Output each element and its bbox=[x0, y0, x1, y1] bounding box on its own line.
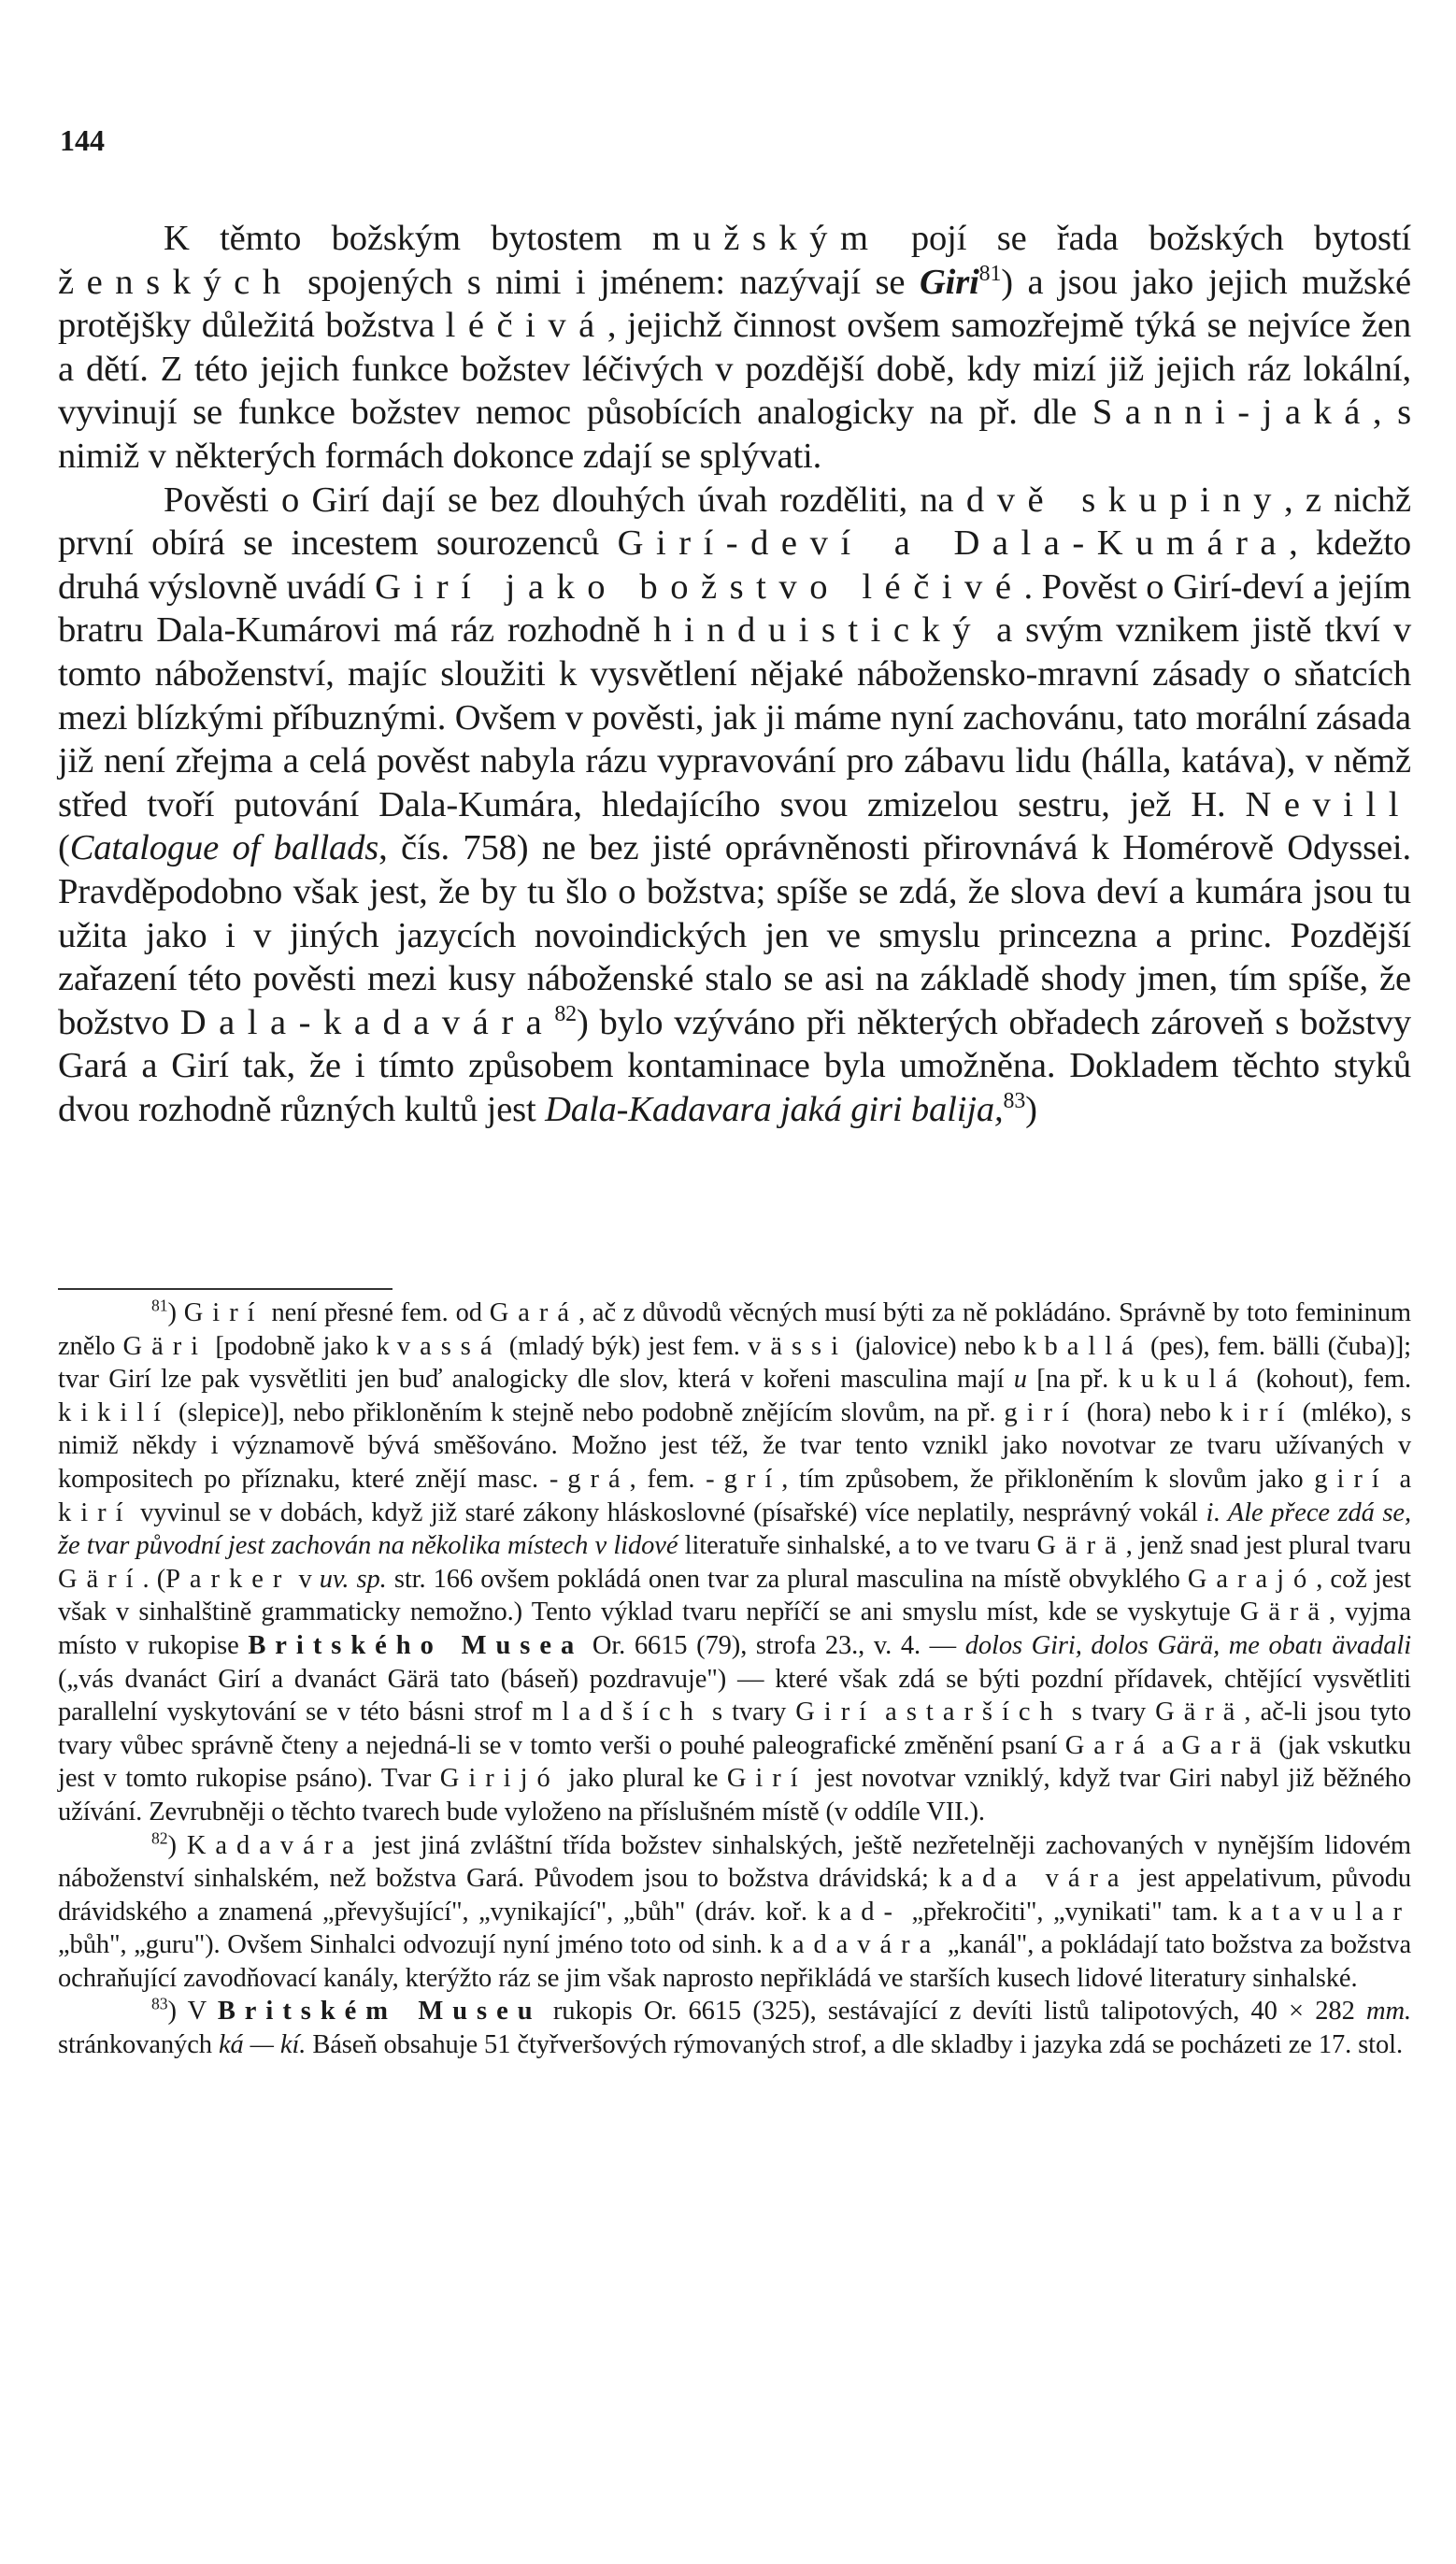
text-run: ) V bbox=[167, 1997, 218, 2027]
text-run: (pes), fem. bälli (čuba)]; tvar Girí lze pak vysvětliti jen buď analogicky dle slov, která v kořeni masculina mají bbox=[58, 1331, 1411, 1395]
spaced-term: Girí bbox=[183, 1298, 264, 1327]
spaced-term: girí bbox=[1004, 1397, 1078, 1427]
text-run: K těmto božským bytostem bbox=[164, 219, 652, 258]
spaced-term: Gärä bbox=[1036, 1531, 1126, 1561]
spaced-term: ballá bbox=[1044, 1331, 1143, 1361]
text-run: (mladý býk) jest fem. bbox=[501, 1331, 749, 1361]
text-run: jako plural ke bbox=[559, 1764, 727, 1794]
text-run: stránkovaných bbox=[58, 2030, 219, 2060]
text-run: , jenž snad jest plural tvaru bbox=[1125, 1531, 1412, 1561]
spaced-term: vassá bbox=[396, 1331, 502, 1361]
spaced-term: kirí bbox=[1219, 1397, 1294, 1427]
spaced-term: Gärí bbox=[58, 1564, 143, 1594]
text-run: , tím způsobem, že přikloněním k slovům jako bbox=[781, 1464, 1315, 1494]
paragraph-2 bbox=[58, 479, 1411, 1132]
spaced-term: Britském Museu bbox=[217, 1997, 542, 2027]
spaced-term: ženských bbox=[58, 262, 293, 302]
text-run: ( bbox=[58, 828, 70, 868]
text-run: „kanál", a pokládají tato božstva za božstva ochraňující zavodňovací kanály, kterýžto ráz se jim však naprosto nepřikládá ve starších kusech lidové literatury sinhalské. bbox=[58, 1930, 1411, 1993]
spaced-term: kikilí bbox=[58, 1397, 171, 1427]
text-run: jest novotvar vzniklý, když tvar Giri nabyl již běžného užívání. Zevrubněji o těchto tvarech bude vyloženo na příslušném místě (v oddíle VII.). bbox=[58, 1764, 1411, 1826]
spaced-term: Girí-deví a Dala-Kumára bbox=[617, 523, 1290, 564]
text-run: Báseň obsahuje 51 čtyřveršových rýmovaných strof, a dle skladby i jazyka zdá se pocházeti ze 17. stol. bbox=[306, 2030, 1403, 2060]
text-run: ) bylo vzýváno při některých obřadech zároveň s božstvy Gará a Girí tak, že i tímto způsobem kontaminace byla umožněna. Dokladem těchto styků dvou rozhodně různých kultů jest bbox=[58, 1002, 1411, 1129]
text-run: „bůh", „guru"). Ovšem Sinhalci odvozují nyní jméno toto od sinh. bbox=[58, 1930, 770, 1960]
text-run: spojených s nimi i jménem: nazývají se bbox=[293, 262, 920, 302]
text-run: , vyjma místo v rukopise bbox=[58, 1597, 1411, 1660]
spaced-term: mladších bbox=[532, 1697, 703, 1727]
footnote-divider bbox=[58, 1288, 393, 1290]
footnote-ref-81: 81 bbox=[978, 261, 1002, 286]
text-run: (jalovice) nebo k bbox=[848, 1331, 1045, 1361]
spaced-term: Girí jako božstvo léčivé bbox=[375, 566, 1024, 607]
text-run: . ( bbox=[142, 1564, 166, 1594]
spaced-term: Kadavára bbox=[186, 1830, 364, 1860]
spaced-term: Sanni-jaká bbox=[1092, 393, 1373, 433]
text-run: a bbox=[1388, 1464, 1412, 1494]
spaced-term: kukulá bbox=[1118, 1365, 1247, 1395]
text-run: , kdežto druhá výslovně uvádí bbox=[58, 523, 1411, 607]
footnote-83 bbox=[58, 1995, 1411, 2061]
text-run: [podobně jako k bbox=[207, 1331, 397, 1361]
text-run: Or. 6615 (79), strofa 23., v. 4. — bbox=[583, 1630, 965, 1660]
paragraph-1 bbox=[58, 217, 1411, 479]
text-run: (mléko), s nimiž někdy i významově bývá směšováno. Možno jest též, že tvar tento vznikl jako novotvar ze tvaru užívaných v kompositech po příznaku, které znějí masc. bbox=[58, 1397, 1411, 1494]
spaced-term: starších bbox=[906, 1697, 1063, 1727]
text-run: (jak vskutku jest v tomto rukopise psáno). Tvar bbox=[58, 1730, 1411, 1794]
text-run: (kohout), fem. bbox=[1246, 1365, 1411, 1395]
spaced-term: kada vára bbox=[938, 1864, 1129, 1894]
italic-title: Catalogue of ballads bbox=[69, 828, 379, 868]
italic-term: mm. bbox=[1365, 1997, 1411, 2027]
spaced-term: vässi bbox=[748, 1331, 848, 1361]
text-run: , jejichž činnost ovšem samozřejmě týká se nejvíce žen a dětí. Z této jejich funkce božstev léčivých v pozdější době, kdy mizí již jejich ráz lokální, vyvinují se funkce božstev nemoc působících analogicky na př. dle bbox=[58, 306, 1411, 433]
spaced-term: Girí bbox=[726, 1764, 807, 1794]
text-run: . bbox=[1213, 1497, 1228, 1527]
spaced-term: Britského Musea bbox=[248, 1630, 584, 1660]
text-run: . Pověst o Girí-deví a jejím bratru Dala-Kumárovi má ráz rozhodně bbox=[58, 566, 1411, 651]
spaced-term: kad- bbox=[817, 1897, 902, 1927]
spaced-term: -grí bbox=[706, 1464, 782, 1494]
footnote-mark: 83 bbox=[151, 1994, 168, 2013]
text-run: , což jest však v sinhalštině grammaticky nemožno.) Tento výklad tvaru nepříčí se ani smyslu míst, kde se vyskytuje bbox=[58, 1564, 1411, 1627]
text-run: , fem. bbox=[629, 1464, 707, 1494]
footnote-mark: 81 bbox=[151, 1296, 168, 1315]
spaced-term: Girí bbox=[795, 1697, 877, 1727]
spaced-term: Gará bbox=[489, 1298, 579, 1327]
spaced-term: Girijó bbox=[439, 1764, 560, 1794]
spaced-term: -grá bbox=[549, 1464, 630, 1494]
spaced-term: kadavára bbox=[769, 1930, 941, 1960]
spaced-term: Garajó bbox=[1187, 1564, 1317, 1594]
spaced-term: kirí bbox=[58, 1497, 133, 1527]
italic-term: ká — kí. bbox=[218, 2030, 307, 2060]
text-run: rukopis Or. 6615 (325), sestávající z devíti listů talipotových, 40 × 282 bbox=[541, 1997, 1366, 2027]
footnote-ref-83: 83 bbox=[1003, 1089, 1026, 1114]
italic-term: u bbox=[1013, 1365, 1027, 1395]
spaced-term: katavular bbox=[1228, 1897, 1411, 1927]
italic-title: Dala-Kadavara jaká giri balija, bbox=[545, 1089, 1004, 1129]
text-run: vyvinul se v dobách, když již staré zákony hláskoslovné (písařské) více neplatily, nesprávný vokál bbox=[132, 1497, 1206, 1527]
spaced-term: Gärä bbox=[1155, 1697, 1245, 1727]
spaced-term: Gärä bbox=[1239, 1597, 1330, 1627]
italic-phrase: Ale přece zdá se, že tvar původní jest zachován na několika místech v lidové bbox=[58, 1497, 1411, 1561]
text-run: v bbox=[291, 1564, 320, 1594]
italic-term: i bbox=[1206, 1497, 1214, 1527]
spaced-term: hinduistický bbox=[653, 610, 984, 651]
text-run: a bbox=[1153, 1730, 1182, 1760]
footnote-81 bbox=[58, 1296, 1411, 1829]
spaced-term: Nevill bbox=[1245, 784, 1411, 824]
spaced-term: Gará bbox=[1064, 1730, 1154, 1760]
italic-quote: dolos Giri, dolos Gärä, me obatı ävadali bbox=[964, 1630, 1412, 1660]
italic-term: uv. sp. bbox=[319, 1564, 387, 1594]
italic-term: Giri bbox=[919, 262, 979, 302]
main-text bbox=[58, 217, 1411, 1131]
text-run: ) bbox=[167, 1298, 184, 1327]
spaced-term: Parker bbox=[165, 1564, 292, 1594]
spaced-term: mužským bbox=[651, 219, 881, 258]
text-run: ) bbox=[167, 1830, 187, 1860]
text-run: pojí se řada božských bytostí bbox=[880, 219, 1411, 258]
text-run: „překročiti", „vynikati" tam. bbox=[901, 1897, 1229, 1927]
footnote-mark: 82 bbox=[151, 1828, 168, 1847]
spaced-term: Gäri bbox=[122, 1331, 208, 1361]
text-run: s tvary bbox=[702, 1697, 796, 1727]
text-run: , ač-li jsou tyto tvary vůbec správně čteny a nejedná-li se v tomto verši o pouhé paleografické změnění psaní bbox=[58, 1697, 1411, 1760]
spaced-term: girí bbox=[1314, 1464, 1389, 1494]
text-run: (hora) nebo bbox=[1078, 1397, 1220, 1427]
text-run: ) bbox=[1025, 1089, 1037, 1129]
spaced-term: Dala-kadavára bbox=[179, 1002, 555, 1042]
footnote-ref-82: 82 bbox=[554, 1001, 577, 1026]
text-run: jest jiná zvláštní třída božstev sinhalských, ještě nezřetelněji zachovaných v nynějším lidovém náboženství sinhalském, než božstva Gará. Původem jsou to božstva drávidská; bbox=[58, 1830, 1411, 1894]
text-run: není přesné fem. od bbox=[264, 1298, 490, 1327]
text-run: ) a jsou jako jejich mužské protějšky důležitá božstva bbox=[58, 262, 1412, 346]
footnotes bbox=[58, 1296, 1411, 2062]
text-run: , s nimiž v některých formách dokonce zdají se splývati. bbox=[58, 393, 1411, 476]
footnote-82 bbox=[58, 1829, 1411, 1996]
page-number: 144 bbox=[60, 123, 105, 157]
text-run: , z nichž první obírá se incestem sourozenců bbox=[58, 480, 1411, 564]
text-run: [na př. bbox=[1026, 1365, 1119, 1395]
text-run: Pověsti o Girí dají se bez dlouhých úvah rozděliti, na bbox=[164, 480, 966, 520]
spaced-term: léčivá bbox=[445, 306, 607, 346]
text-run: a svým vznikem jistě tkví v tomto náboženství, majíc sloužiti k vysvětlení nějaké nábožensko-mravní zásady o sňatcích mezi blízkými příbuznými. Ovšem v pověsti, jak ji máme nyní zachovánu, tato morální zásada již není zřejma a celá pověst nabyla rázu vypravování pro zábavu lidu (hálla, katáva), v němž střed tvoří putování Dala-Kumára, hledajícího svou zmizelou sestru, jež H. bbox=[58, 610, 1412, 824]
text-run: str. 166 ovšem pokládá onen tvar za plural masculina na místě obvyklého bbox=[386, 1564, 1188, 1594]
text-run: literatuře sinhalské, a to ve tvaru bbox=[678, 1531, 1037, 1561]
text-run: , ač z důvodů věcných musí býti za ně pokládáno. Správně by toto femininum znělo bbox=[58, 1298, 1411, 1361]
spaced-term: dvě skupiny bbox=[965, 480, 1284, 520]
text-run: (slepice)], nebo přikloněním k stejně nebo podobně znějícím slovům, na př. bbox=[170, 1397, 1005, 1427]
text-run: , čís. 758) ne bez jisté oprávněnosti přirovnává k Homérově Odyssei. Pravděpodobno však jest, že by tu šlo o božstva; spíše se zdá, že slova deví a kumára jsou tu užita jako i v jiných jazycích novoindických jen ve smyslu princezna a princ. Pozdější zařazení této pověsti mezi kusy náboženské stalo se asi na základě shody jmen, tím spíše, že božstvo bbox=[58, 828, 1411, 1042]
text-run: jest appelativum, původu drávidského a znamená „převyšující", „vynikající", „bůh" (dráv. koř. bbox=[58, 1864, 1412, 1927]
text-run: s tvary bbox=[1062, 1697, 1156, 1727]
spaced-term: Garä bbox=[1181, 1730, 1271, 1760]
text-run: („vás dvanáct Girí a dvanáct Gärä tato (báseň) pozdravuje") — které však zdá se býti pozdní přídavek, chtějící vysvětliti parallelní vyskytování se v této básni strof bbox=[58, 1664, 1411, 1727]
text-run: a bbox=[876, 1697, 906, 1727]
